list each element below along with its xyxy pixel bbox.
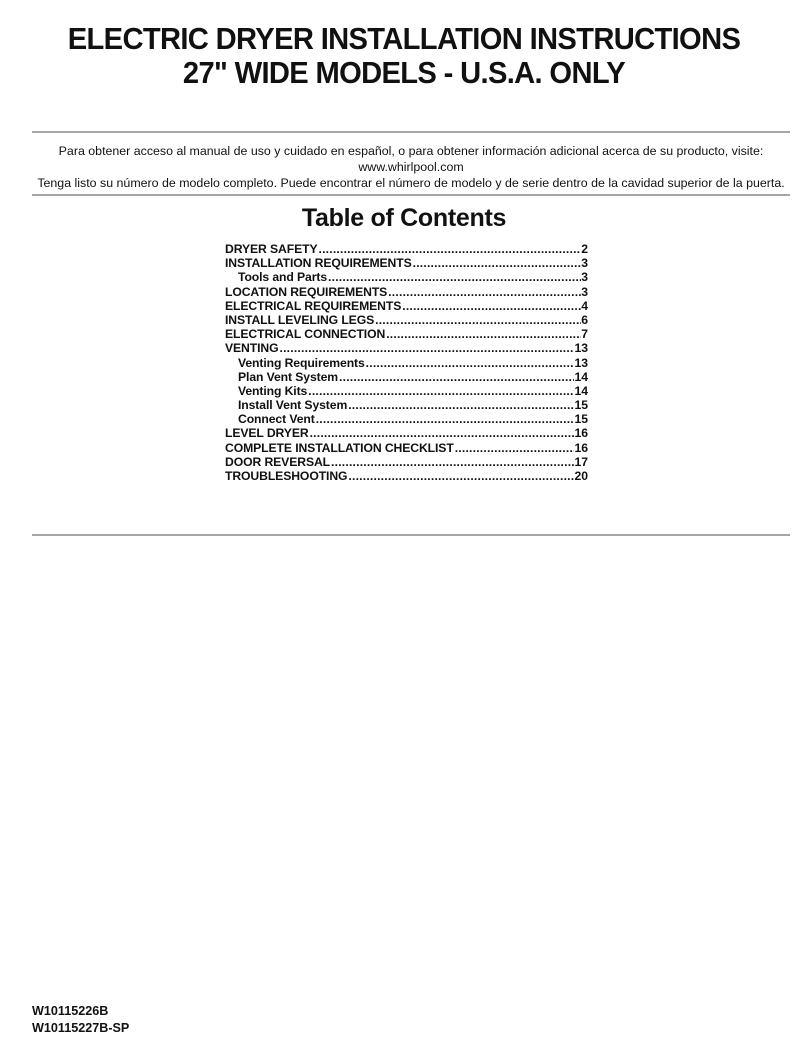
toc-dot-leader — [307, 384, 574, 398]
toc-dot-leader — [309, 426, 575, 440]
toc-entry-label: COMPLETE INSTALLATION CHECKLIST — [225, 440, 454, 455]
part-numbers — [32, 1003, 129, 1036]
part-number-english: W10115226B — [32, 1004, 109, 1018]
toc-entry-label: INSTALLATION REQUIREMENTS — [225, 256, 412, 271]
toc-entry-label: LEVEL DRYER — [225, 426, 309, 441]
notice-url-link[interactable]: www.whirlpool.com — [358, 160, 464, 174]
top-divider — [32, 131, 790, 133]
toc-entry[interactable] — [225, 299, 588, 313]
toc-entry-page: 6 — [581, 312, 588, 327]
middle-divider — [32, 194, 790, 196]
toc-entry-page: 15 — [574, 412, 588, 427]
toc-subentry[interactable] — [225, 270, 588, 284]
toc-dot-leader — [317, 242, 581, 256]
toc-entry-label: ELECTRICAL REQUIREMENTS — [225, 298, 402, 313]
toc-entry-label: Venting Requirements — [238, 355, 365, 370]
page-title — [24, 22, 784, 90]
toc-subentry[interactable] — [225, 412, 588, 426]
toc-dot-leader — [278, 341, 574, 355]
toc-entry[interactable] — [225, 313, 588, 327]
toc-entry-page: 4 — [581, 298, 588, 313]
toc-entry-page: 14 — [574, 383, 588, 398]
bottom-divider — [32, 534, 790, 536]
toc-entry-page: 13 — [574, 355, 588, 370]
toc-entry-page: 3 — [581, 270, 588, 285]
toc-entry-label: ELECTRICAL CONNECTION — [225, 327, 386, 342]
toc-entry-page: 7 — [581, 327, 588, 342]
toc-entry-label: DOOR REVERSAL — [225, 454, 331, 469]
toc-dot-leader — [385, 327, 581, 341]
page-title-line-2: 27" WIDE MODELS - U.S.A. ONLY — [182, 55, 626, 90]
toc-entry[interactable] — [225, 242, 588, 256]
toc-dot-leader — [387, 285, 581, 299]
toc-entry[interactable] — [225, 327, 588, 341]
toc-dot-leader — [412, 256, 582, 270]
toc-dot-leader — [365, 356, 575, 370]
toc-dot-leader — [315, 412, 575, 426]
toc-entry-label: Install Vent System — [238, 398, 348, 413]
toc-subentry[interactable] — [225, 356, 588, 370]
toc-dot-leader — [454, 441, 575, 455]
toc-dot-leader — [347, 469, 574, 483]
toc-entry-label: LOCATION REQUIREMENTS — [225, 284, 388, 299]
toc-dot-leader — [374, 313, 581, 327]
toc-entry-label: VENTING — [225, 341, 279, 356]
toc-entry-page: 3 — [581, 256, 588, 271]
toc-entry[interactable] — [225, 256, 588, 270]
toc-subentry[interactable] — [225, 398, 588, 412]
toc-subentry[interactable] — [225, 384, 588, 398]
toc-entry[interactable] — [225, 341, 588, 355]
toc-dot-leader — [347, 398, 574, 412]
toc-entry-label: Connect Vent — [238, 412, 315, 427]
toc-entry-page: 15 — [574, 398, 588, 413]
toc-entry-label: Venting Kits — [238, 383, 308, 398]
toc-entry-label: TROUBLESHOOTING — [225, 469, 348, 483]
toc-entry[interactable] — [225, 426, 588, 440]
toc-dot-leader — [401, 299, 581, 313]
toc-dot-leader — [327, 270, 581, 284]
notice-line-2: Tenga listo su número de modelo completo. Puede encontrar el número de modelo y de serie dentro de la cavidad superior de la puerta. — [37, 176, 785, 190]
toc-dot-leader — [338, 370, 574, 384]
toc-entry-page: 20 — [574, 469, 588, 483]
toc-entry-label: INSTALL LEVELING LEGS — [225, 312, 375, 327]
toc-entry-page: 14 — [574, 369, 588, 384]
notice-line-1: Para obtener acceso al manual de uso y cuidado en español, o para obtener información adicional acerca de su producto, visite: — [58, 144, 764, 158]
toc-entry[interactable] — [225, 455, 588, 469]
table-of-contents — [225, 242, 588, 483]
spanish-notice — [32, 143, 790, 191]
toc-heading: Table of Contents — [301, 204, 507, 232]
toc-dot-leader — [330, 455, 574, 469]
toc-subentry[interactable] — [225, 370, 588, 384]
part-number-spanish: W10115227B-SP — [32, 1020, 130, 1035]
toc-entry[interactable] — [225, 285, 588, 299]
toc-entry-label: Tools and Parts — [238, 270, 328, 285]
toc-entry-page: 17 — [574, 454, 588, 469]
toc-entry-label: Plan Vent System — [238, 369, 339, 384]
toc-entry-page: 3 — [581, 284, 588, 299]
toc-entry-label: DRYER SAFETY — [225, 242, 318, 256]
toc-entry-page: 13 — [574, 341, 588, 356]
toc-entry-page: 16 — [574, 426, 588, 441]
toc-entry[interactable] — [225, 441, 588, 455]
toc-entry[interactable] — [225, 469, 588, 483]
toc-entry-page: 2 — [581, 242, 588, 256]
toc-entry-page: 16 — [574, 440, 588, 455]
page-title-line-1: ELECTRIC DRYER INSTALLATION INSTRUCTIONS — [67, 21, 741, 56]
